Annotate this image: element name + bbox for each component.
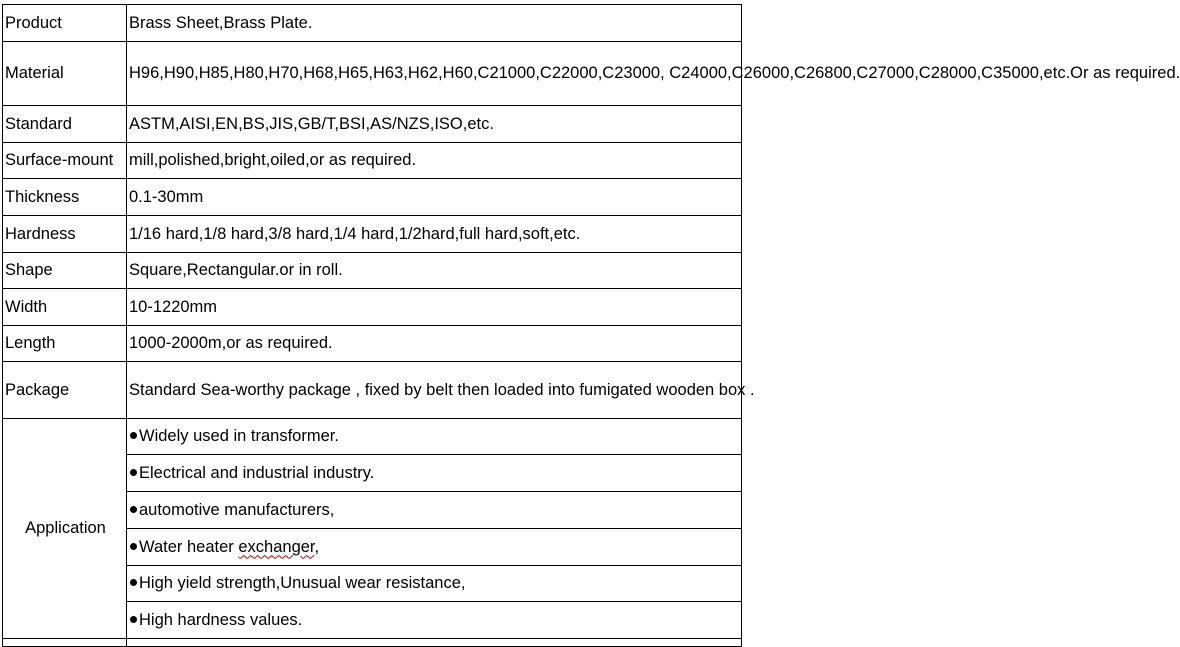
bullet-icon <box>130 506 137 513</box>
row-value-material: H96,H90,H85,H80,H70,H68,H65,H63,H62,H60,C21000,C22000,C23000, C24000,C26000,C26800,C27000,C28000,C35000,etc.Or as required. <box>127 42 742 106</box>
bullet-icon <box>130 616 137 623</box>
row-label-package: Package <box>3 362 127 419</box>
spellcheck-word: exchanger <box>238 537 315 556</box>
application-item <box>127 602 742 639</box>
row-value-hardness: 1/16 hard,1/8 hard,3/8 hard,1/4 hard,1/2hard,full hard,soft,etc. <box>127 216 742 253</box>
row-label-thickness: Thickness <box>3 179 127 216</box>
row-label-standard: Standard <box>3 106 127 143</box>
row-label-shape: Shape <box>3 253 127 289</box>
table-row <box>3 5 742 42</box>
row-label-application: Application <box>3 419 127 639</box>
row-value-length: 1000-2000m,or as required. <box>127 326 742 362</box>
row-value-empty <box>127 639 742 647</box>
application-item <box>127 419 742 455</box>
application-item <box>127 566 742 602</box>
application-item-text: High yield strength,Unusual wear resistance, <box>139 574 466 592</box>
bullet-icon <box>130 432 137 439</box>
table-row <box>3 419 742 455</box>
row-label-material: Material <box>3 42 127 106</box>
table-row <box>3 42 742 106</box>
table-row <box>3 179 742 216</box>
table-row <box>3 289 742 326</box>
row-label-length: Length <box>3 326 127 362</box>
application-item <box>127 529 742 566</box>
row-value-package: Standard Sea-worthy package , fixed by belt then loaded into fumigated wooden box . <box>127 362 742 419</box>
table-row <box>3 106 742 143</box>
row-label-surface: Surface-mount <box>3 143 127 179</box>
application-item-text: Widely used in transformer. <box>139 427 339 445</box>
table-row <box>3 639 742 647</box>
application-item-text: High hardness values. <box>139 610 303 629</box>
row-value-surface: mill,polished,bright,oiled,or as required. <box>127 143 742 179</box>
application-item-text: Water heater <box>139 537 239 556</box>
row-label-product: Product <box>3 5 127 42</box>
application-item-text: Electrical and industrial industry. <box>139 463 375 482</box>
application-item-text: automotive manufacturers, <box>139 500 335 519</box>
table-row <box>3 253 742 289</box>
row-value-thickness: 0.1-30mm <box>127 179 742 216</box>
row-label-empty <box>3 639 127 647</box>
row-value-product: Brass Sheet,Brass Plate. <box>127 5 742 42</box>
application-item <box>127 455 742 492</box>
table-row <box>3 326 742 362</box>
table-row <box>3 216 742 253</box>
row-label-hardness: Hardness <box>3 216 127 253</box>
application-item-text: , <box>314 537 320 556</box>
row-label-width: Width <box>3 289 127 326</box>
bullet-icon <box>130 469 137 476</box>
table-row <box>3 143 742 179</box>
bullet-icon <box>130 543 137 550</box>
table-row <box>3 362 742 419</box>
specification-table <box>2 4 1180 647</box>
row-value-shape: Square,Rectangular.or in roll. <box>127 253 742 289</box>
row-value-standard: ASTM,AISI,EN,BS,JIS,GB/T,BSI,AS/NZS,ISO,etc. <box>127 106 742 143</box>
bullet-icon <box>130 579 137 586</box>
row-value-width: 10-1220mm <box>127 289 742 326</box>
application-item <box>127 492 742 529</box>
